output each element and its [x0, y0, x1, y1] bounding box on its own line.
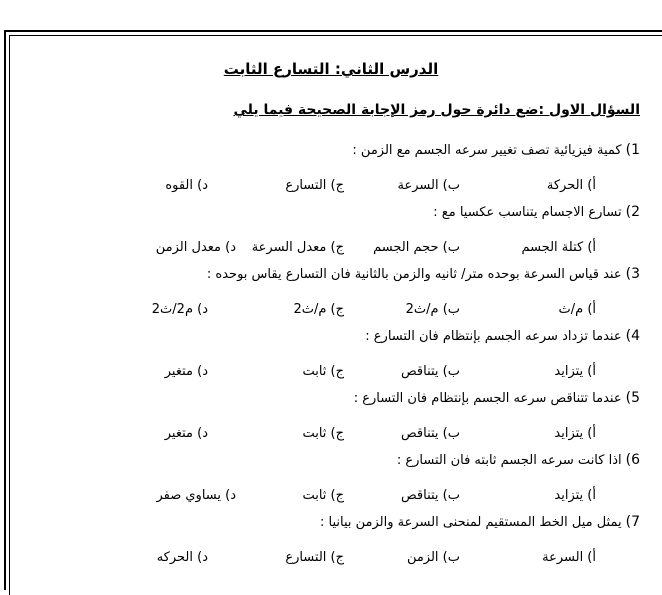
option-b[interactable]: ب) يتناقص: [400, 426, 460, 441]
question-text: عندما تتناقص سرعه الجسم بإنتظام فان التسارع :: [353, 391, 622, 406]
question-number: 7): [625, 514, 640, 530]
option-b[interactable]: ب) السرعة: [397, 178, 460, 193]
option-a[interactable]: أ) الحركة: [546, 178, 596, 193]
option-c[interactable]: ج) التسارع: [285, 550, 344, 565]
option-b[interactable]: ب) حجم الجسم: [373, 240, 460, 255]
question-text: يمثل ميل الخط المستقيم لمنحنى السرعة والزمن بيانيا :: [319, 515, 622, 530]
option-a[interactable]: أ) يتزايد: [554, 364, 596, 379]
option-c[interactable]: ج) التسارع: [285, 178, 344, 193]
question-number: 6): [625, 452, 640, 468]
option-a[interactable]: أ) كتلة الجسم: [521, 240, 596, 255]
question-number: 3): [625, 266, 640, 282]
option-a[interactable]: أ) يتزايد: [554, 426, 596, 441]
option-a[interactable]: أ) السرعة: [542, 550, 596, 565]
question-text: عند قياس السرعة بوحده متر/ ثانيه والزمن بالثانية فان التسارع يقاس بوحده :: [206, 267, 622, 282]
question-7: [320, 514, 640, 530]
lesson-title: الدرس الثاني: التسارع الثابت: [223, 60, 439, 78]
option-d[interactable]: د) معدل الزمن: [155, 240, 236, 255]
question-text: تسارع الاجسام يتناسب عكسيا مع :: [433, 205, 622, 220]
question-number: 4): [625, 328, 640, 344]
option-b[interactable]: ب) يتناقص: [400, 488, 460, 503]
option-b[interactable]: ب) الزمن: [406, 550, 460, 565]
option-d[interactable]: د) متغير: [164, 426, 208, 441]
question-1: [352, 142, 640, 158]
option-d[interactable]: د) متغير: [164, 364, 208, 379]
question-2: [433, 204, 640, 220]
option-d[interactable]: د) م2/ث2: [151, 302, 208, 317]
question-number: 1): [625, 142, 640, 158]
question-3: [207, 266, 640, 282]
option-c[interactable]: ج) ثابت: [302, 488, 344, 503]
question-4: [365, 328, 640, 344]
question-text: اذا كانت سرعه الجسم ثابته فان التسارع :: [396, 453, 622, 468]
question-heading: السؤال الاول :ضع دائرة حول رمز الإجابة الصحيحة فيما يلي: [233, 102, 640, 118]
option-a[interactable]: أ) م/ث: [558, 302, 596, 317]
option-b[interactable]: ب) يتناقص: [400, 364, 460, 379]
option-b[interactable]: ب) م/ث2: [405, 302, 460, 317]
option-c[interactable]: ج) ثابت: [302, 364, 344, 379]
option-a[interactable]: أ) يتزايد: [554, 488, 596, 503]
option-d[interactable]: د) الحركه: [156, 550, 208, 565]
option-c[interactable]: ج) معدل السرعة: [251, 240, 344, 255]
question-text: كمية فيزيائية تصف تغيير سرعه الجسم مع الزمن :: [352, 143, 622, 158]
option-d[interactable]: د) يساوي صفر: [156, 488, 236, 503]
option-d[interactable]: د) القوه: [165, 178, 208, 193]
question-number: 5): [625, 390, 640, 406]
option-c[interactable]: ج) م/ث2: [293, 302, 344, 317]
question-number: 2): [625, 204, 640, 220]
question-6: [397, 452, 640, 468]
question-text: عندما تزداد سرعه الجسم بإنتظام فان التسارع :: [365, 329, 622, 344]
option-c[interactable]: ج) ثابت: [302, 426, 344, 441]
question-5: [354, 390, 640, 406]
